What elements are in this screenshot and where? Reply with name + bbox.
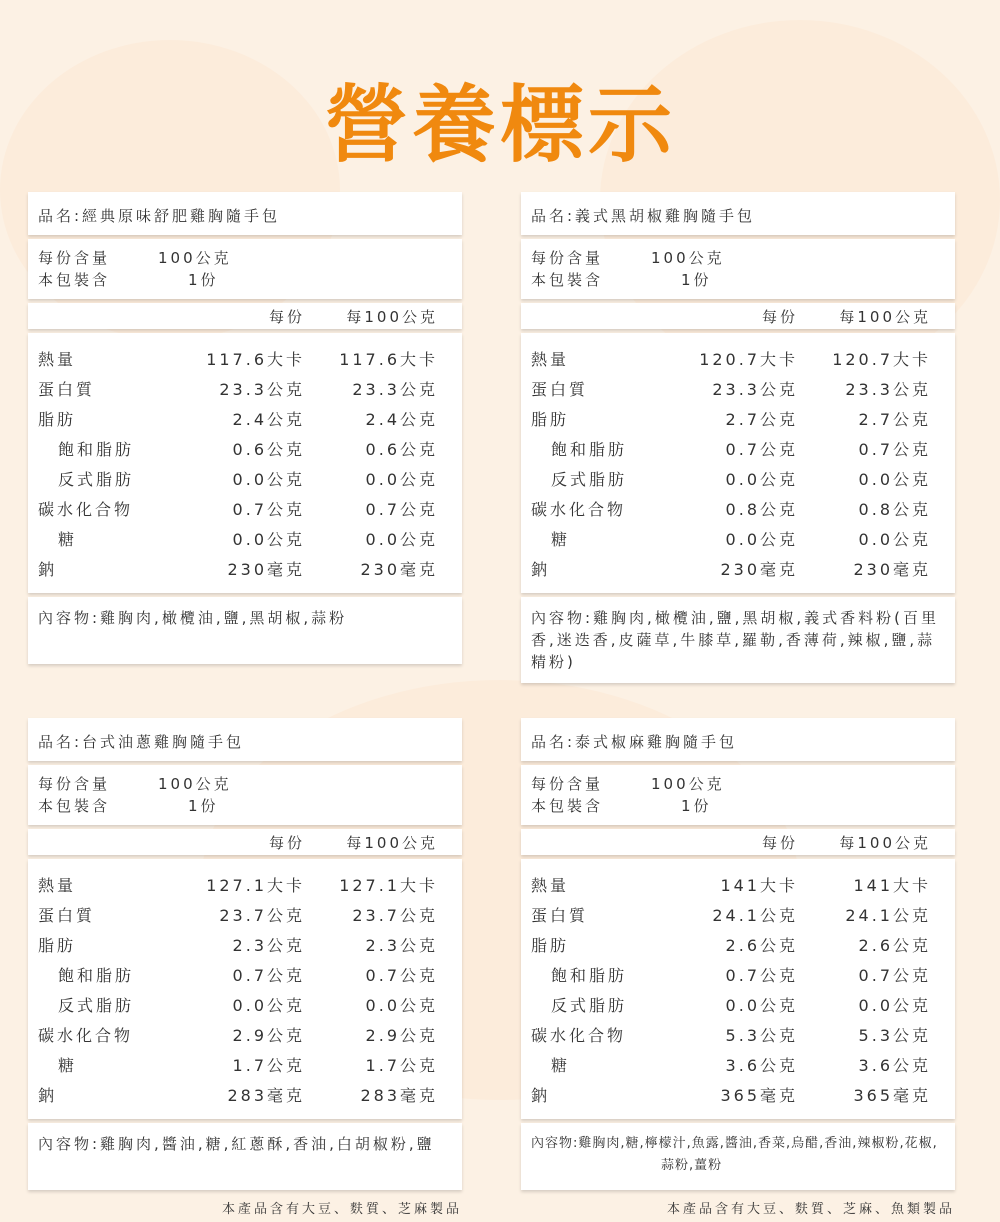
nutrient-name: 鈉 <box>531 1085 551 1105</box>
per-100g-value: 283毫克 <box>360 1085 438 1105</box>
per-100g-value: 0.0公克 <box>858 995 931 1015</box>
table-row <box>521 959 955 989</box>
table-row <box>521 373 955 403</box>
per-100g-value: 141大卡 <box>853 875 931 895</box>
per-serving-value: 0.8公克 <box>725 499 798 519</box>
per-100g-value: 117.6大卡 <box>339 349 438 369</box>
per-serving-value: 0.7公克 <box>725 439 798 459</box>
table-row <box>28 433 462 463</box>
per-100g-value: 0.0公克 <box>858 529 931 549</box>
allergen-note: 本產品含有大豆、麩質、芝麻、魚類製品 <box>666 1202 955 1217</box>
per-serving-value: 0.0公克 <box>725 995 798 1015</box>
serving-info <box>28 239 462 299</box>
per-100g-header: 每100公克 <box>346 307 438 326</box>
nutrient-name: 糖 <box>58 529 78 549</box>
per-serving-value: 0.0公克 <box>725 469 798 489</box>
table-row <box>521 553 955 583</box>
nutrient-name: 熱量 <box>531 349 570 369</box>
nutrient-name: 碳水化合物 <box>38 1025 134 1045</box>
per-serving-value: 120.7大卡 <box>699 349 798 369</box>
per-serving-value: 0.7公克 <box>232 965 305 985</box>
per-100g-value: 2.7公克 <box>858 409 931 429</box>
per-serving-value: 283毫克 <box>227 1085 305 1105</box>
column-header <box>521 829 955 855</box>
per-serving-value: 23.3公克 <box>712 379 798 399</box>
per-serving-value: 127.1大卡 <box>206 875 305 895</box>
per-serving-value: 0.0公克 <box>232 469 305 489</box>
per-100g-value: 230毫克 <box>360 559 438 579</box>
per-serving-value: 2.9公克 <box>232 1025 305 1045</box>
serving-size-label: 每份含量 <box>531 249 604 267</box>
nutrient-name: 碳水化合物 <box>38 499 134 519</box>
per-100g-value: 0.7公克 <box>858 439 931 459</box>
serving-size-value: 100公克 <box>158 249 232 267</box>
column-header <box>521 303 955 329</box>
ingredients: 內容物:雞胸肉,橄欖油,鹽,黑胡椒,義式香料粉(百里香,迷迭香,皮薩草,牛膝草,羅勒,香薄荷,辣椒,鹽,蒜精粉) <box>521 597 955 683</box>
per-serving-value: 230毫克 <box>720 559 798 579</box>
nutrient-name: 碳水化合物 <box>531 1025 627 1045</box>
per-serving-value: 0.0公克 <box>232 529 305 549</box>
column-header <box>28 303 462 329</box>
ingredients: 內容物:雞胸肉,醬油,糖,紅蔥酥,香油,白胡椒粉,鹽 <box>28 1123 462 1190</box>
table-row <box>28 929 462 959</box>
serving-info <box>521 239 955 299</box>
per-100g-value: 2.4公克 <box>365 409 438 429</box>
nutrient-table <box>28 859 462 1119</box>
table-row <box>28 553 462 583</box>
table-row <box>28 1019 462 1049</box>
per-serving-value: 0.6公克 <box>232 439 305 459</box>
per-serving-value: 0.7公克 <box>725 965 798 985</box>
table-row <box>521 433 955 463</box>
per-serving-value: 2.7公克 <box>725 409 798 429</box>
per-serving-value: 2.3公克 <box>232 935 305 955</box>
per-100g-value: 120.7大卡 <box>832 349 931 369</box>
servings-value: 1份 <box>188 271 219 289</box>
per-serving-value: 0.0公克 <box>725 529 798 549</box>
per-serving-value: 2.6公克 <box>725 935 798 955</box>
serving-size-label: 每份含量 <box>531 775 604 793</box>
table-row <box>28 989 462 1019</box>
table-row <box>521 869 955 899</box>
table-row <box>28 493 462 523</box>
per-100g-value: 1.7公克 <box>365 1055 438 1075</box>
table-row <box>28 869 462 899</box>
table-row <box>521 929 955 959</box>
servings-value: 1份 <box>681 271 712 289</box>
product-name: 品名:經典原味舒肥雞胸隨手包 <box>28 192 462 235</box>
nutrient-name: 反式脂肪 <box>58 995 135 1015</box>
per-100g-value: 2.3公克 <box>365 935 438 955</box>
servings-label: 本包裝含 <box>38 797 111 815</box>
per-serving-value: 0.7公克 <box>232 499 305 519</box>
table-row <box>28 1079 462 1109</box>
table-row <box>521 1079 955 1109</box>
table-row <box>28 343 462 373</box>
product-name: 品名:義式黑胡椒雞胸隨手包 <box>521 192 955 235</box>
servings-label: 本包裝含 <box>38 271 111 289</box>
per-serving-value: 23.3公克 <box>219 379 305 399</box>
per-serving-header: 每份 <box>268 307 305 326</box>
serving-size-value: 100公克 <box>651 249 725 267</box>
nutrient-name: 反式脂肪 <box>58 469 135 489</box>
nutrition-card <box>28 718 462 1217</box>
product-name: 品名:台式油蔥雞胸隨手包 <box>28 718 462 761</box>
per-serving-value: 365毫克 <box>720 1085 798 1105</box>
per-serving-value: 141大卡 <box>720 875 798 895</box>
ingredients: 內容物:雞胸肉,糖,檸檬汁,魚露,醬油,香菜,烏醋,香油,辣椒粉,花椒,蒜粉,薑粉 <box>521 1123 955 1190</box>
nutrient-name: 飽和脂肪 <box>58 439 135 459</box>
table-row <box>28 373 462 403</box>
nutrient-table <box>521 859 955 1119</box>
serving-size-label: 每份含量 <box>38 249 111 267</box>
per-serving-value: 1.7公克 <box>232 1055 305 1075</box>
per-100g-value: 230毫克 <box>853 559 931 579</box>
nutrient-name: 脂肪 <box>531 409 570 429</box>
per-100g-value: 24.1公克 <box>845 905 931 925</box>
serving-size-value: 100公克 <box>158 775 232 793</box>
nutrient-name: 飽和脂肪 <box>551 965 628 985</box>
nutrient-name: 蛋白質 <box>531 905 589 925</box>
per-100g-value: 2.9公克 <box>365 1025 438 1045</box>
per-serving-value: 2.4公克 <box>232 409 305 429</box>
per-serving-header: 每份 <box>761 307 798 326</box>
nutrient-table <box>28 333 462 593</box>
per-100g-value: 0.0公克 <box>365 529 438 549</box>
per-100g-header: 每100公克 <box>839 307 931 326</box>
per-100g-value: 365毫克 <box>853 1085 931 1105</box>
nutrition-card <box>521 718 955 1217</box>
table-row <box>28 959 462 989</box>
nutrient-name: 熱量 <box>38 875 77 895</box>
per-100g-header: 每100公克 <box>839 833 931 852</box>
nutrient-name: 糖 <box>58 1055 78 1075</box>
per-100g-header: 每100公克 <box>346 833 438 852</box>
table-row <box>28 523 462 553</box>
table-row <box>521 1019 955 1049</box>
serving-size-value: 100公克 <box>651 775 725 793</box>
per-100g-value: 0.6公克 <box>365 439 438 459</box>
per-serving-value: 23.7公克 <box>219 905 305 925</box>
serving-size-label: 每份含量 <box>38 775 111 793</box>
per-100g-value: 23.3公克 <box>352 379 438 399</box>
nutrient-name: 碳水化合物 <box>531 499 627 519</box>
nutrient-name: 脂肪 <box>38 409 77 429</box>
page-title: 營養標示 <box>323 76 676 174</box>
serving-info <box>28 765 462 825</box>
per-100g-value: 0.7公克 <box>365 965 438 985</box>
product-name: 品名:泰式椒麻雞胸隨手包 <box>521 718 955 761</box>
per-100g-value: 3.6公克 <box>858 1055 931 1075</box>
per-serving-value: 117.6大卡 <box>206 349 305 369</box>
ingredients: 內容物:雞胸肉,橄欖油,鹽,黑胡椒,蒜粉 <box>28 597 462 664</box>
nutrient-name: 反式脂肪 <box>551 469 628 489</box>
nutrition-card <box>521 192 955 687</box>
per-100g-value: 0.8公克 <box>858 499 931 519</box>
nutrient-name: 鈉 <box>38 1085 58 1105</box>
servings-value: 1份 <box>188 797 219 815</box>
nutrient-name: 鈉 <box>38 559 58 579</box>
nutrient-name: 鈉 <box>531 559 551 579</box>
per-100g-value: 23.3公克 <box>845 379 931 399</box>
table-row <box>521 493 955 523</box>
per-serving-value: 5.3公克 <box>725 1025 798 1045</box>
per-serving-header: 每份 <box>761 833 798 852</box>
per-serving-value: 24.1公克 <box>712 905 798 925</box>
table-row <box>521 523 955 553</box>
per-serving-value: 230毫克 <box>227 559 305 579</box>
table-row <box>521 403 955 433</box>
nutrient-name: 糖 <box>551 1055 571 1075</box>
per-100g-value: 0.7公克 <box>858 965 931 985</box>
per-serving-header: 每份 <box>268 833 305 852</box>
per-100g-value: 127.1大卡 <box>339 875 438 895</box>
per-100g-value: 0.0公克 <box>858 469 931 489</box>
nutrient-name: 脂肪 <box>531 935 570 955</box>
nutrient-name: 蛋白質 <box>38 379 96 399</box>
nutrition-card <box>28 192 462 668</box>
nutrient-name: 熱量 <box>38 349 77 369</box>
table-row <box>28 1049 462 1079</box>
per-100g-value: 5.3公克 <box>858 1025 931 1045</box>
nutrient-name: 飽和脂肪 <box>551 439 628 459</box>
nutrient-table <box>521 333 955 593</box>
table-row <box>521 1049 955 1079</box>
per-100g-value: 0.0公克 <box>365 469 438 489</box>
nutrient-name: 糖 <box>551 529 571 549</box>
servings-label: 本包裝含 <box>531 797 604 815</box>
column-header <box>28 829 462 855</box>
servings-value: 1份 <box>681 797 712 815</box>
per-100g-value: 2.6公克 <box>858 935 931 955</box>
table-row <box>28 899 462 929</box>
per-100g-value: 0.7公克 <box>365 499 438 519</box>
nutrient-name: 脂肪 <box>38 935 77 955</box>
allergen-note: 本產品含有大豆、麩質、芝麻製品 <box>221 1202 462 1217</box>
per-serving-value: 3.6公克 <box>725 1055 798 1075</box>
nutrient-name: 蛋白質 <box>38 905 96 925</box>
serving-info <box>521 765 955 825</box>
table-row <box>28 463 462 493</box>
servings-label: 本包裝含 <box>531 271 604 289</box>
table-row <box>521 463 955 493</box>
table-row <box>28 403 462 433</box>
per-100g-value: 23.7公克 <box>352 905 438 925</box>
nutrient-name: 飽和脂肪 <box>58 965 135 985</box>
nutrient-name: 反式脂肪 <box>551 995 628 1015</box>
nutrient-name: 熱量 <box>531 875 570 895</box>
table-row <box>521 989 955 1019</box>
nutrient-name: 蛋白質 <box>531 379 589 399</box>
per-serving-value: 0.0公克 <box>232 995 305 1015</box>
table-row <box>521 343 955 373</box>
per-100g-value: 0.0公克 <box>365 995 438 1015</box>
table-row <box>521 899 955 929</box>
